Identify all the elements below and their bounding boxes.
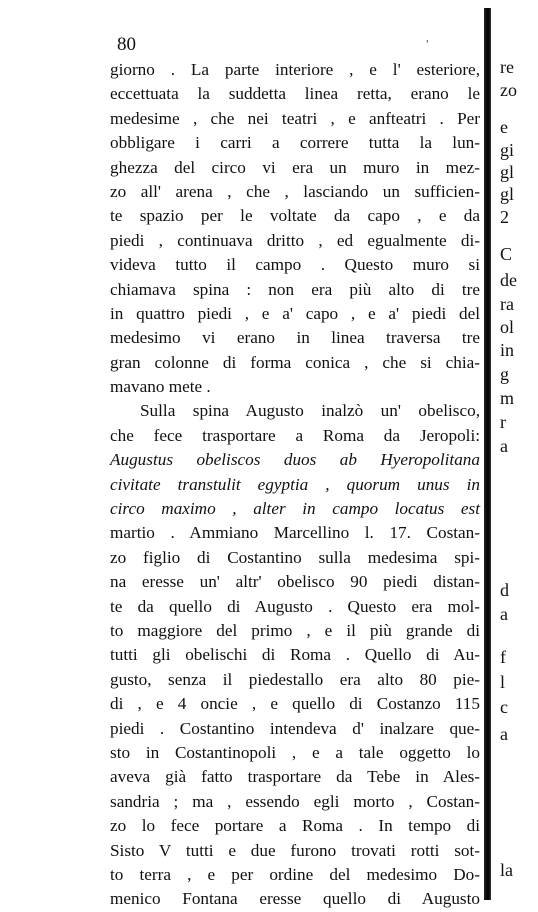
text-line: che fece trasportare a Roma da Jeropoli:	[110, 425, 480, 445]
latin-quote-line: circo maximo , alter in campo locatus est	[110, 499, 480, 519]
text-line: menico Fontana eresse quello di Augusto	[110, 889, 480, 909]
text-line: to maggiore del primo , e il più grande di	[110, 620, 480, 640]
text-line: Sisto V tutti e due furono trovati rotti sot-	[110, 840, 480, 860]
text-line: videva tutto il campo . Questo muro si	[110, 255, 480, 275]
text-line: zo all' arena , che , lasciando un sufficien-	[110, 181, 480, 201]
facing-page-fragment: ol	[500, 317, 515, 337]
body-text	[110, 58, 480, 912]
text-line: na eresse un' altr' obelisco 90 piedi distan-	[110, 572, 480, 592]
paragraph-start-line: Sulla spina Augusto inalzò un' obelisco,	[140, 401, 480, 421]
text-line: piedi . Costantino intendeva d' inalzare que-	[110, 718, 480, 738]
text-line: tutti gli obelischi di Roma . Quello di Au-	[110, 645, 480, 665]
facing-page-fragment: C	[500, 244, 513, 264]
text-line: gusto, senza il piedestallo era alto 80 pie-	[110, 669, 480, 689]
text-line: gran colonne di forma conica , che si chia-	[110, 352, 480, 372]
text-line: zo figlio di Costantino sulla medesima spi-	[110, 547, 480, 567]
text-line: ghezza del circo vi era un muro in mez-	[110, 157, 480, 177]
text-line: di , e 4 oncie , e quello di Costanzo 115	[110, 694, 480, 714]
text-line: medesimo vi erano in linea traversa tre	[110, 328, 480, 348]
facing-page-fragment: m	[500, 388, 515, 408]
corner-mark: '	[426, 40, 429, 50]
facing-page-fragment: a	[500, 604, 508, 624]
facing-page-fragment: gl	[500, 162, 515, 182]
text-line: te da quello di Augusto . Questo era mol-	[110, 596, 480, 616]
facing-page-fragment: de	[500, 270, 517, 290]
text-line: eccettuata la suddetta linea retta, erano le	[110, 84, 480, 104]
text-line: in quattro piedi , e a' capo , e a' piedi del	[110, 303, 480, 323]
page-gutter-shadow	[484, 8, 491, 900]
facing-page-fragment: gi	[500, 140, 515, 160]
facing-page-fragment: e	[500, 117, 508, 137]
text-line: te spazio per le voltate da capo , e da	[110, 206, 480, 226]
facing-page-fragment: a	[500, 436, 508, 456]
facing-page-fragment: l	[500, 672, 506, 692]
facing-page-fragment: gl	[500, 184, 515, 204]
facing-page-fragment: c	[500, 697, 508, 717]
text-line: martio . Ammiano Marcellino l. 17. Costan-	[110, 523, 480, 543]
facing-page-fragment: r	[500, 412, 506, 432]
text-line: sto in Costantinopoli , e a tale oggetto lo	[110, 742, 480, 762]
facing-page-fragment: f	[500, 647, 506, 667]
page-number: 80	[117, 34, 136, 55]
facing-page-fragment: g	[500, 364, 509, 384]
facing-page-fragment: 2	[500, 207, 509, 227]
text-line: chiamava spina : non era più alto di tre	[110, 279, 480, 299]
latin-quote-line: civitate transtulit egyptia , quorum unus in	[110, 474, 480, 494]
facing-page-fragment: a	[500, 724, 508, 744]
facing-page-fragment: in	[500, 340, 515, 360]
facing-page-fragment: d	[500, 580, 509, 600]
text-line: zo lo fece portare a Roma . In tempo di	[110, 816, 480, 836]
facing-page-fragment: ra	[500, 294, 514, 314]
text-line: piedi , continuava dritto , ed egualmente di-	[110, 230, 480, 250]
text-line: mavano mete .	[110, 377, 211, 397]
text-line: medesime , che nei teatri , e anfteatri . Per	[110, 108, 480, 128]
text-line: giorno . La parte interiore , e l' esteriore,	[110, 60, 480, 79]
facing-page-edge	[500, 0, 538, 900]
facing-page-fragment: la	[500, 860, 513, 880]
text-line: sandria ; ma , essendo egli morto , Costan-	[110, 791, 480, 811]
text-line: to terra , e per ordine del medesimo Do-	[110, 864, 480, 884]
facing-page-fragment: re	[500, 57, 514, 77]
text-line: aveva già fatto trasportare da Tebe in Ales-	[110, 767, 480, 787]
facing-page-fragment: zo	[500, 80, 517, 100]
text-line: obbligare i carri a correre tutta la lun-	[110, 133, 480, 153]
latin-quote-line: Augustus obeliscos duos ab Hyeropolitana	[110, 450, 480, 470]
